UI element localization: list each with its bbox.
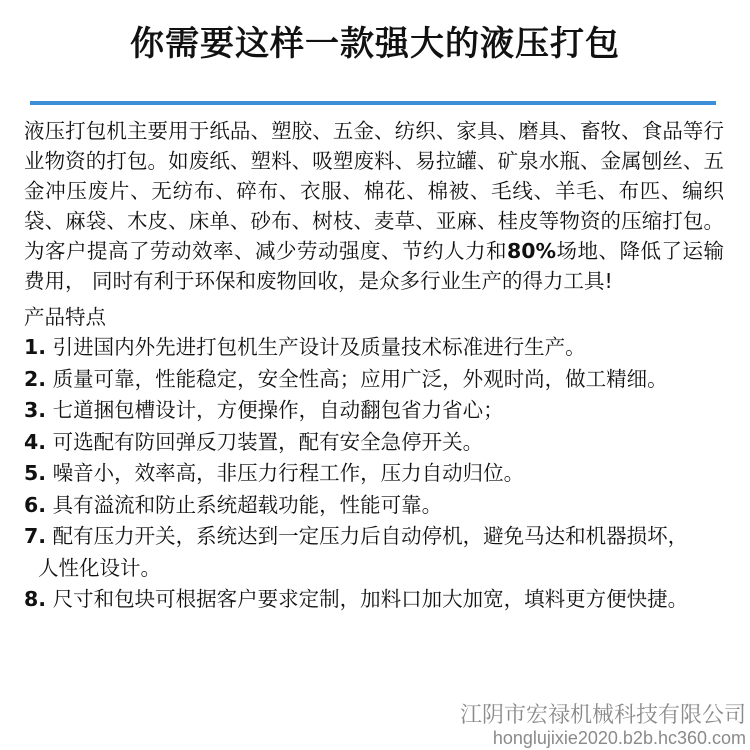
intro-text-before: 液压打包机主要用于纸品、塑胶、五金、纺织、家具、磨具、畜牧、食品等行业物资的打包。如废纸、塑料、吸塑废料、易拉罐、矿泉水瓶、金属刨丝、五金冲压废片、无纺布、碎布、衣服、棉花、棉被、毛线、羊毛、布匹、编织袋、麻袋、木皮、床单、砂布、树枝、麦草、亚麻、桂皮等物资的压缩打包。为客户提高了劳动效率、减少劳动强度、节约人力和 — [24, 119, 724, 263]
feature-number: 2. — [24, 366, 47, 391]
feature-item — [24, 395, 724, 427]
feature-text: 质量可靠，性能稳定，安全性高；应用广泛，外观时尚，做工精细。 — [46, 366, 668, 391]
title-divider — [30, 101, 716, 105]
feature-number: 8. — [24, 587, 47, 611]
feature-text: 具有溢流和防止系统超载功能，性能可靠。 — [46, 492, 443, 517]
feature-text: 引进国内外先进打包机生产设计及质量技术标准进行生产。 — [46, 335, 586, 359]
feature-text: 配有压力开关，系统达到一定压力后自动停机，避免马达和机器损坏， — [46, 524, 689, 548]
feature-item — [24, 364, 724, 396]
feature-text: 人性化设计。 — [38, 555, 161, 580]
feature-item — [24, 490, 724, 522]
feature-item — [24, 427, 724, 459]
feature-number: 3. — [24, 398, 47, 422]
feature-text: 可选配有防回弹反刀装置，配有安全急停开关。 — [46, 429, 484, 454]
intro-paragraph — [24, 116, 724, 296]
page-title: 你需要这样一款强大的液压打包 — [130, 24, 620, 64]
feature-item — [24, 332, 724, 364]
feature-number: 5. — [24, 461, 47, 485]
intro-highlight: 80% — [506, 239, 557, 263]
watermark — [460, 702, 746, 748]
feature-item — [24, 458, 724, 490]
watermark-company: 江阴市宏禄机械科技有限公司 — [459, 702, 746, 727]
intro-text-after: 场地、降低了运输费用， 同时有利于环保和废物回收，是众多行业生产的得力工具! — [24, 239, 725, 293]
feature-number: 4. — [24, 429, 47, 454]
feature-text: 噪音小，效率高，非压力行程工作，压力自动归位。 — [46, 461, 525, 485]
feature-number: 7. — [24, 524, 47, 548]
feature-number: 1. — [24, 335, 47, 359]
feature-number: 6. — [24, 492, 47, 517]
watermark-url: honglujixie2020.b2b.hc360.com — [492, 728, 746, 748]
feature-item-continuation — [24, 553, 724, 585]
feature-text: 七道捆包槽设计，方便操作，自动翻包省力省心； — [46, 398, 504, 422]
features-list — [24, 332, 724, 616]
features-heading: 产品特点 — [24, 305, 106, 329]
main-content — [24, 116, 724, 616]
feature-item — [24, 584, 724, 616]
feature-text: 尺寸和包块可根据客户要求定制，加料口加大加宽，填料更方便快捷。 — [46, 587, 689, 611]
feature-item — [24, 521, 724, 553]
